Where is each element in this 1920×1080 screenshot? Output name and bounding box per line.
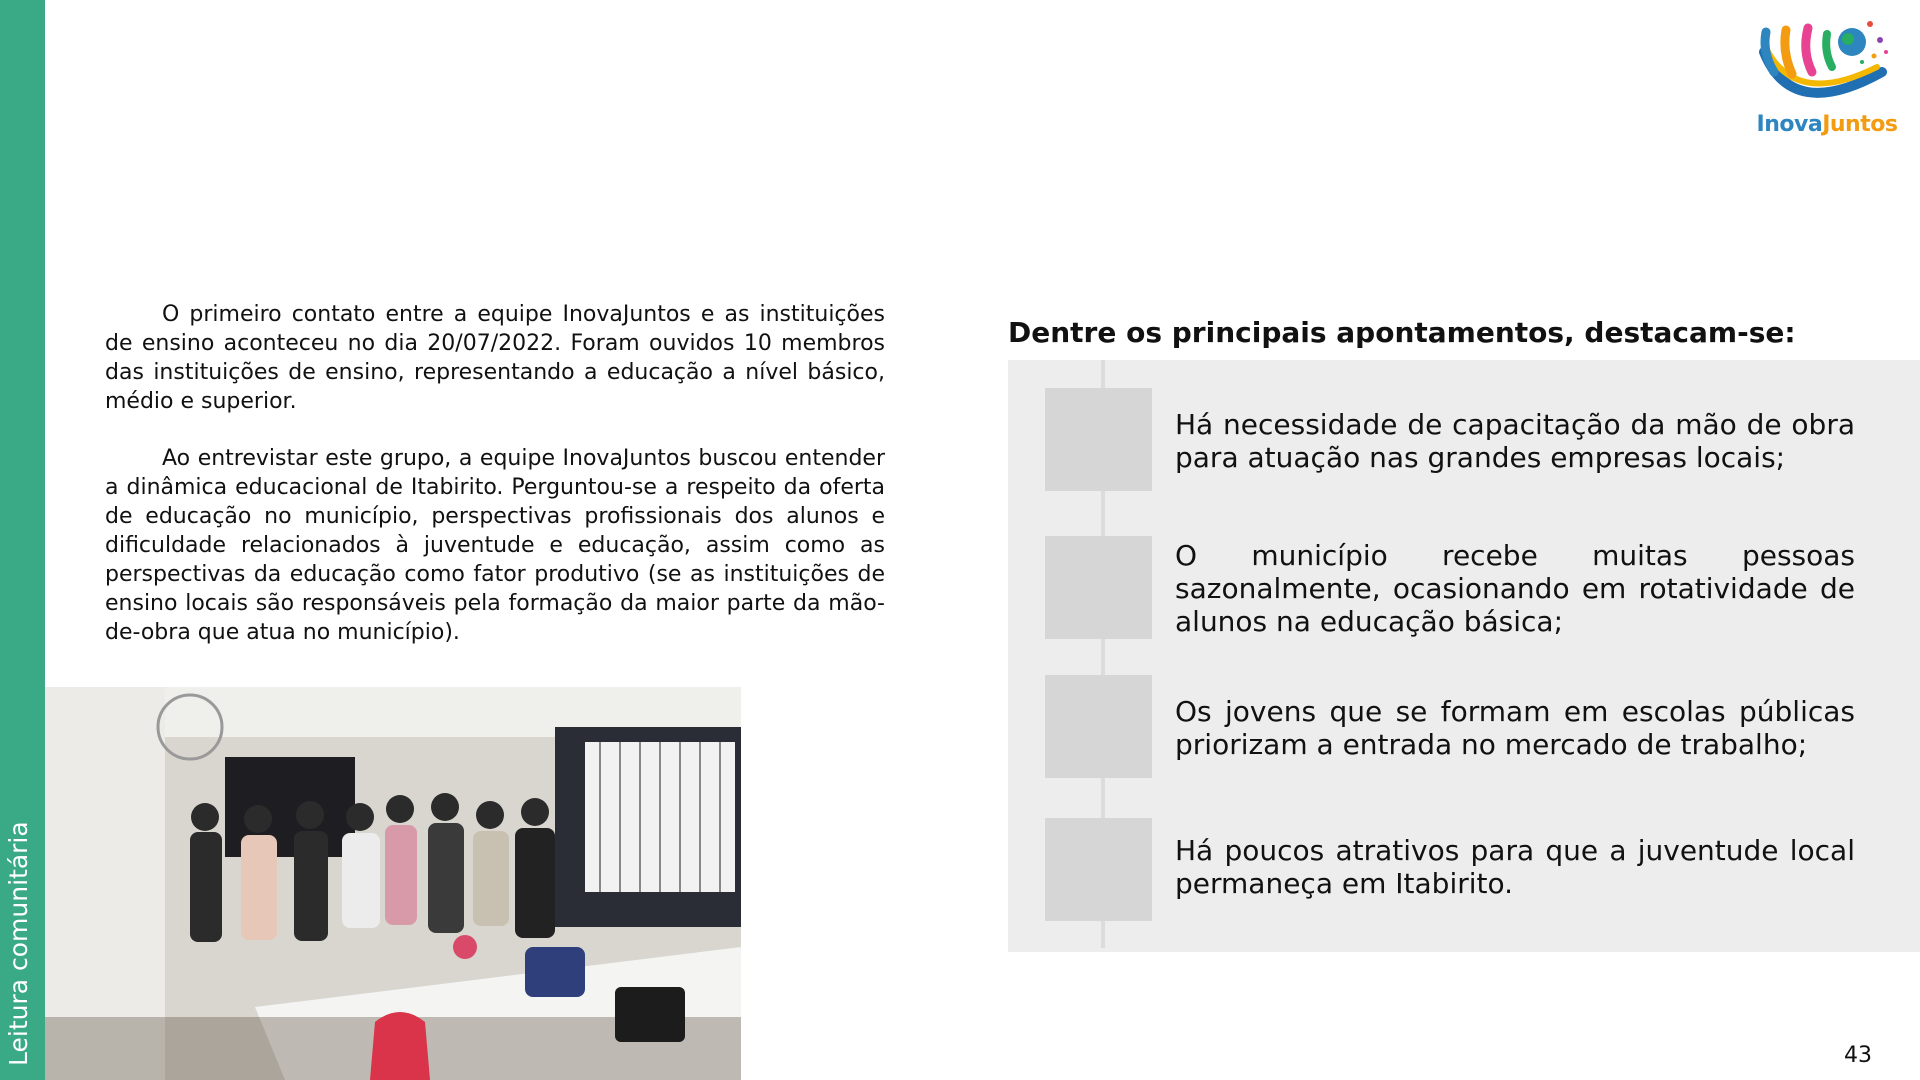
highlight-item-1: Há necessidade de capacitação da mão de obra para atuação nas grandes empresas locais; xyxy=(1175,408,1855,474)
highlight-item-2: O município recebe muitas pessoas sazonalmente, ocasionando em rotatividade de alunos na educação básica; xyxy=(1175,539,1855,638)
item-marker-4 xyxy=(1045,818,1152,921)
page-number: 43 xyxy=(1844,1043,1872,1068)
intro-paragraph-1: O primeiro contato entre a equipe InovaJuntos e as instituições de ensino aconteceu no dia 20/07/2022. Foram ouvidos 10 membros das instituições de ensino, representando a educação a nível básico, médio e superior. xyxy=(105,302,885,414)
highlights-heading: Dentre os principais apontamentos, destacam-se: xyxy=(1008,316,1796,349)
item-marker-2 xyxy=(1045,536,1152,639)
item-marker-3 xyxy=(1045,675,1152,778)
logo-word-juntos: Juntos xyxy=(1822,112,1898,137)
intro-text xyxy=(105,300,885,675)
item-marker-1 xyxy=(1045,388,1152,491)
logo-wordmark xyxy=(1752,112,1902,137)
group-photo xyxy=(45,687,741,1080)
sidebar-band xyxy=(0,0,45,1080)
logo-graphic xyxy=(1752,12,1902,112)
intro-paragraph-2: Ao entrevistar este grupo, a equipe InovaJuntos buscou entender a dinâmica educacional de Itabirito. Perguntou-se a respeito da oferta de educação no município, perspectivas profissionais dos alunos e dificuldade relacionados à juventude e educação, assim como as perspectivas da educação como fator produtivo (se as instituições de ensino locais são responsáveis pela formação da maior parte da mão-de-obra que atua no município). xyxy=(105,446,885,645)
section-label: Leitura comunitária xyxy=(4,821,33,1066)
highlight-item-3: Os jovens que se formam em escolas públicas priorizam a entrada no mercado de trabalho; xyxy=(1175,695,1855,761)
highlights-panel xyxy=(1008,360,1920,952)
inovajuntos-logo xyxy=(1752,12,1902,137)
highlight-item-4: Há poucos atrativos para que a juventude local permaneça em Itabirito. xyxy=(1175,834,1855,900)
logo-word-inova: Inova xyxy=(1756,112,1823,137)
